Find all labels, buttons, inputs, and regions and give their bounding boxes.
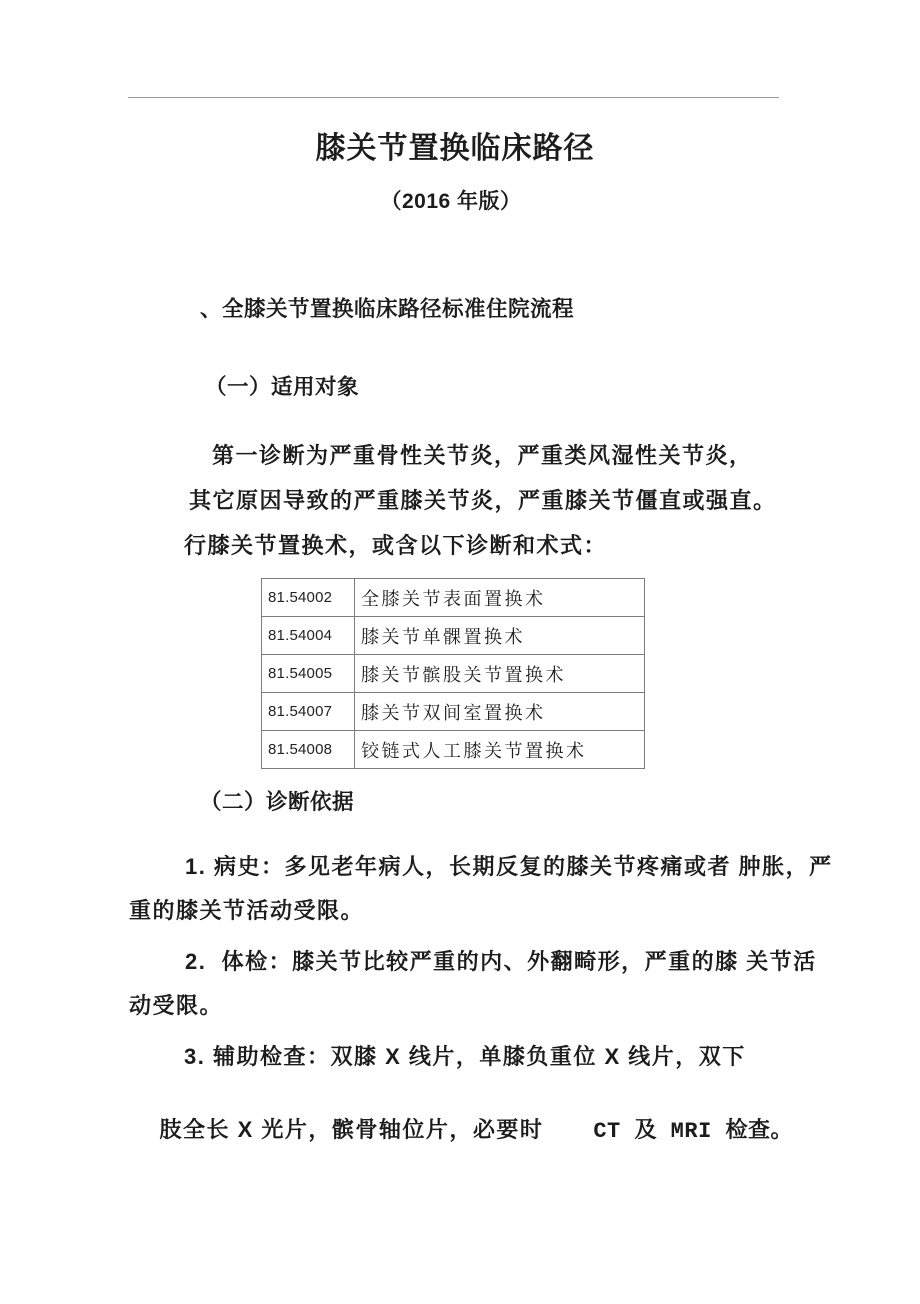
table-row <box>262 655 645 693</box>
document-title: 膝关节置换临床路径 <box>315 132 595 165</box>
procedure-code: 81.54004 <box>262 617 355 655</box>
procedure-code: 81.54002 <box>262 579 355 617</box>
table-row <box>262 693 645 731</box>
procedure-name: 膝关节单髁置换术 <box>355 617 645 655</box>
ct-mri-text: CT 及 MRI 检查。 <box>593 1119 793 1144</box>
table-row <box>262 579 645 617</box>
paragraph-physical-exam-line-1: 2. 体检：膝关节比较严重的内、外翻畸形，严重的膝 关节活 <box>185 949 817 974</box>
section-heading-diagnosis-basis: （二）诊断依据 <box>200 790 355 814</box>
document-subtitle: （2016 年版） <box>380 190 522 213</box>
section-heading-inpatient-process: 、全膝关节置换临床路径标准住院流程 <box>200 297 575 321</box>
section-heading-applicable-object: （一）适用对象 <box>205 375 360 399</box>
paragraph-history-line-1: 1. 病史：多见老年病人，长期反复的膝关节疼痛或者 肿胀，严 <box>185 854 833 879</box>
header-divider <box>128 97 779 98</box>
paragraph-physical-exam-line-2: 动受限。 <box>129 993 224 1018</box>
table-row <box>262 731 645 769</box>
procedure-name: 铰链式人工膝关节置换术 <box>355 731 645 769</box>
procedure-code: 81.54008 <box>262 731 355 769</box>
paragraph-history-line-2: 重的膝关节活动受限。 <box>129 898 365 923</box>
paragraph-auxiliary-exam-line-1: 3. 辅助检查：双膝 X 线片，单膝负重位 X 线片，双下 <box>184 1044 746 1069</box>
procedure-code: 81.54007 <box>262 693 355 731</box>
paragraph-auxiliary-exam-line-2 <box>129 1091 793 1171</box>
paragraph-diagnosis-line-3: 行膝关节置换术，或含以下诊断和术式： <box>184 533 608 558</box>
auxiliary-exam-text: 肢全长 X 光片，髌骨轴位片，必要时 <box>159 1117 544 1142</box>
procedure-code: 81.54005 <box>262 655 355 693</box>
procedure-name: 膝关节双间室置换术 <box>355 693 645 731</box>
table-row <box>262 617 645 655</box>
paragraph-diagnosis-line-1: 第一诊断为严重骨性关节炎，严重类风湿性关节炎， <box>212 443 753 468</box>
procedure-name: 全膝关节表面置换术 <box>355 579 645 617</box>
procedure-name: 膝关节髌股关节置换术 <box>355 655 645 693</box>
procedure-codes-table <box>261 578 645 769</box>
paragraph-diagnosis-line-2: 其它原因导致的严重膝关节炎，严重膝关节僵直或强直。 <box>189 488 777 513</box>
